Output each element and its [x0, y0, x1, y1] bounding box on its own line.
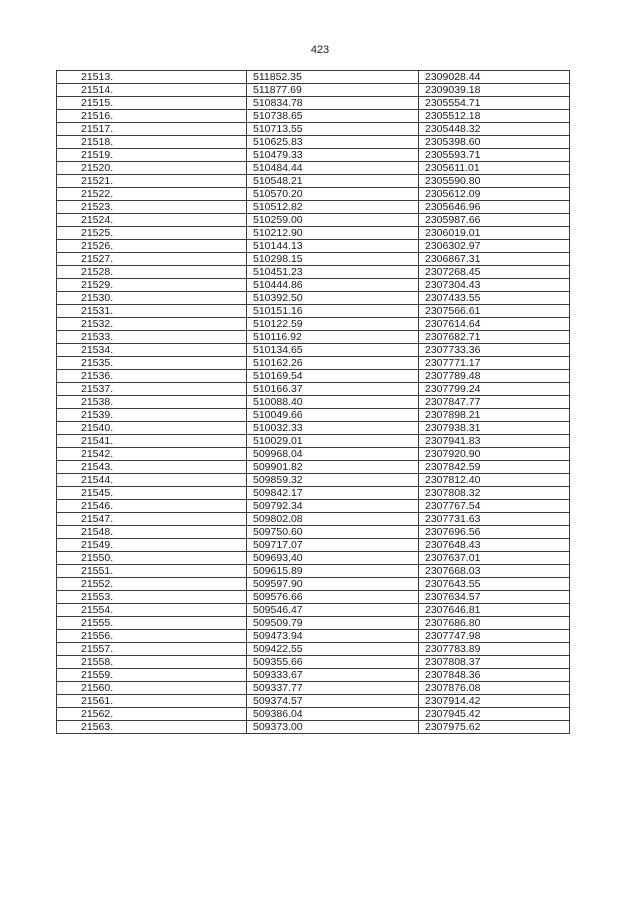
y-coordinate-cell: 2305590.80	[419, 175, 570, 188]
table-row	[57, 669, 570, 682]
point-number-cell: 21562.	[57, 708, 247, 721]
x-coordinate-cell: 509968.04	[247, 448, 419, 461]
x-coordinate-cell: 510451.23	[247, 266, 419, 279]
x-coordinate-cell: 510738.65	[247, 110, 419, 123]
point-number-cell: 21550.	[57, 552, 247, 565]
y-coordinate-cell: 2307848.36	[419, 669, 570, 682]
point-number-cell: 21552.	[57, 578, 247, 591]
x-coordinate-cell: 510259.00	[247, 214, 419, 227]
table-row	[57, 227, 570, 240]
point-number-cell: 21516.	[57, 110, 247, 123]
y-coordinate-cell: 2307648.43	[419, 539, 570, 552]
table-row	[57, 695, 570, 708]
x-coordinate-cell: 510032.33	[247, 422, 419, 435]
y-coordinate-cell: 2305987.66	[419, 214, 570, 227]
x-coordinate-cell: 509576.66	[247, 591, 419, 604]
x-coordinate-cell: 509792.34	[247, 500, 419, 513]
table-row	[57, 500, 570, 513]
x-coordinate-cell: 510029.01	[247, 435, 419, 448]
y-coordinate-cell: 2305448.32	[419, 123, 570, 136]
y-coordinate-cell: 2307668.03	[419, 565, 570, 578]
y-coordinate-cell: 2307433.55	[419, 292, 570, 305]
y-coordinate-cell: 2307799.24	[419, 383, 570, 396]
table-row	[57, 357, 570, 370]
point-number-cell: 21524.	[57, 214, 247, 227]
x-coordinate-cell: 511852.35	[247, 71, 419, 84]
y-coordinate-cell: 2305512.18	[419, 110, 570, 123]
point-number-cell: 21534.	[57, 344, 247, 357]
x-coordinate-cell: 509509.79	[247, 617, 419, 630]
point-number-cell: 21513.	[57, 71, 247, 84]
point-number-cell: 21527.	[57, 253, 247, 266]
point-number-cell: 21535.	[57, 357, 247, 370]
point-number-cell: 21520.	[57, 162, 247, 175]
y-coordinate-cell: 2307898.21	[419, 409, 570, 422]
table-row	[57, 578, 570, 591]
table-row	[57, 110, 570, 123]
y-coordinate-cell: 2307941.83	[419, 435, 570, 448]
point-number-cell: 21532.	[57, 318, 247, 331]
y-coordinate-cell: 2307682.71	[419, 331, 570, 344]
y-coordinate-cell: 2307686.80	[419, 617, 570, 630]
x-coordinate-cell: 510162.26	[247, 357, 419, 370]
x-coordinate-cell: 509717.07	[247, 539, 419, 552]
point-number-cell: 21553.	[57, 591, 247, 604]
x-coordinate-cell: 510484.44	[247, 162, 419, 175]
point-number-cell: 21537.	[57, 383, 247, 396]
x-coordinate-cell: 510444.86	[247, 279, 419, 292]
table-row	[57, 136, 570, 149]
table-row	[57, 591, 570, 604]
x-coordinate-cell: 509373.00	[247, 721, 419, 734]
point-number-cell: 21542.	[57, 448, 247, 461]
table-row	[57, 448, 570, 461]
point-number-cell: 21515.	[57, 97, 247, 110]
table-row	[57, 214, 570, 227]
point-number-cell: 21549.	[57, 539, 247, 552]
y-coordinate-cell: 2305612.09	[419, 188, 570, 201]
x-coordinate-cell: 509842.17	[247, 487, 419, 500]
point-number-cell: 21514.	[57, 84, 247, 97]
table-row	[57, 474, 570, 487]
table-row	[57, 656, 570, 669]
y-coordinate-cell: 2305554.71	[419, 97, 570, 110]
table-row	[57, 84, 570, 97]
table-row	[57, 71, 570, 84]
table-row	[57, 721, 570, 734]
y-coordinate-cell: 2307914.42	[419, 695, 570, 708]
x-coordinate-cell: 510122.59	[247, 318, 419, 331]
table-row	[57, 396, 570, 409]
table-row	[57, 708, 570, 721]
table-row	[57, 175, 570, 188]
x-coordinate-cell: 509615.89	[247, 565, 419, 578]
y-coordinate-cell: 2307975.62	[419, 721, 570, 734]
x-coordinate-cell: 510570.20	[247, 188, 419, 201]
point-number-cell: 21547.	[57, 513, 247, 526]
x-coordinate-cell: 509355.66	[247, 656, 419, 669]
table-row	[57, 565, 570, 578]
table-row	[57, 682, 570, 695]
table-row	[57, 630, 570, 643]
table-row	[57, 266, 570, 279]
table-row	[57, 370, 570, 383]
table-row	[57, 97, 570, 110]
x-coordinate-cell: 510212.90	[247, 227, 419, 240]
y-coordinate-cell: 2307945.42	[419, 708, 570, 721]
x-coordinate-cell: 510834.78	[247, 97, 419, 110]
table-row	[57, 305, 570, 318]
y-coordinate-cell: 2309028.44	[419, 71, 570, 84]
point-number-cell: 21544.	[57, 474, 247, 487]
point-number-cell: 21559.	[57, 669, 247, 682]
x-coordinate-cell: 509802.08	[247, 513, 419, 526]
y-coordinate-cell: 2305611.01	[419, 162, 570, 175]
point-number-cell: 21526.	[57, 240, 247, 253]
y-coordinate-cell: 2307789.48	[419, 370, 570, 383]
x-coordinate-cell: 510144.13	[247, 240, 419, 253]
y-coordinate-cell: 2307842.59	[419, 461, 570, 474]
x-coordinate-cell: 510088.40	[247, 396, 419, 409]
point-number-cell: 21536.	[57, 370, 247, 383]
y-coordinate-cell: 2307808.37	[419, 656, 570, 669]
point-number-cell: 21560.	[57, 682, 247, 695]
x-coordinate-cell: 511877.69	[247, 84, 419, 97]
x-coordinate-cell: 509337.77	[247, 682, 419, 695]
point-number-cell: 21563.	[57, 721, 247, 734]
table-row	[57, 201, 570, 214]
table-row	[57, 279, 570, 292]
y-coordinate-cell: 2306302.97	[419, 240, 570, 253]
table-row	[57, 318, 570, 331]
table-row	[57, 461, 570, 474]
x-coordinate-cell: 510479.33	[247, 149, 419, 162]
point-number-cell: 21521.	[57, 175, 247, 188]
table-row	[57, 123, 570, 136]
y-coordinate-cell: 2307920.90	[419, 448, 570, 461]
y-coordinate-cell: 2306867.31	[419, 253, 570, 266]
x-coordinate-cell: 509693.40	[247, 552, 419, 565]
table-row	[57, 435, 570, 448]
y-coordinate-cell: 2307637.01	[419, 552, 570, 565]
y-coordinate-cell: 2307731.63	[419, 513, 570, 526]
y-coordinate-cell: 2307812.40	[419, 474, 570, 487]
x-coordinate-cell: 510166.37	[247, 383, 419, 396]
table-row	[57, 162, 570, 175]
y-coordinate-cell: 2305593.71	[419, 149, 570, 162]
x-coordinate-cell: 509473.94	[247, 630, 419, 643]
x-coordinate-cell: 509901.82	[247, 461, 419, 474]
point-number-cell: 21539.	[57, 409, 247, 422]
table-row	[57, 383, 570, 396]
x-coordinate-cell: 510548.21	[247, 175, 419, 188]
point-number-cell: 21546.	[57, 500, 247, 513]
point-number-cell: 21529.	[57, 279, 247, 292]
table-row	[57, 552, 570, 565]
y-coordinate-cell: 2307304.43	[419, 279, 570, 292]
y-coordinate-cell: 2305398.60	[419, 136, 570, 149]
y-coordinate-cell: 2307847.77	[419, 396, 570, 409]
table-row	[57, 253, 570, 266]
point-number-cell: 21530.	[57, 292, 247, 305]
point-number-cell: 21557.	[57, 643, 247, 656]
x-coordinate-cell: 510713.55	[247, 123, 419, 136]
x-coordinate-cell: 509750.60	[247, 526, 419, 539]
point-number-cell: 21517.	[57, 123, 247, 136]
x-coordinate-cell: 510298.15	[247, 253, 419, 266]
y-coordinate-cell: 2305646.96	[419, 201, 570, 214]
y-coordinate-cell: 2307646.81	[419, 604, 570, 617]
x-coordinate-cell: 509422.55	[247, 643, 419, 656]
point-number-cell: 21519.	[57, 149, 247, 162]
point-number-cell: 21538.	[57, 396, 247, 409]
table-row	[57, 526, 570, 539]
y-coordinate-cell: 2306019.01	[419, 227, 570, 240]
point-number-cell: 21555.	[57, 617, 247, 630]
point-number-cell: 21531.	[57, 305, 247, 318]
y-coordinate-cell: 2307614.64	[419, 318, 570, 331]
table-row	[57, 513, 570, 526]
point-number-cell: 21518.	[57, 136, 247, 149]
point-number-cell: 21543.	[57, 461, 247, 474]
table-row	[57, 539, 570, 552]
x-coordinate-cell: 510512.82	[247, 201, 419, 214]
table-row	[57, 344, 570, 357]
point-number-cell: 21540.	[57, 422, 247, 435]
x-coordinate-cell: 509546.47	[247, 604, 419, 617]
y-coordinate-cell: 2307747.98	[419, 630, 570, 643]
table-row	[57, 604, 570, 617]
point-number-cell: 21558.	[57, 656, 247, 669]
table-row	[57, 240, 570, 253]
x-coordinate-cell: 509374.57	[247, 695, 419, 708]
y-coordinate-cell: 2307938.31	[419, 422, 570, 435]
y-coordinate-cell: 2307767.54	[419, 500, 570, 513]
point-number-cell: 21556.	[57, 630, 247, 643]
table-row	[57, 409, 570, 422]
x-coordinate-cell: 509386.04	[247, 708, 419, 721]
table-row	[57, 643, 570, 656]
y-coordinate-cell: 2307634.57	[419, 591, 570, 604]
x-coordinate-cell: 510116.92	[247, 331, 419, 344]
table-row	[57, 487, 570, 500]
x-coordinate-cell: 509859.32	[247, 474, 419, 487]
y-coordinate-cell: 2307696.56	[419, 526, 570, 539]
point-number-cell: 21525.	[57, 227, 247, 240]
point-number-cell: 21545.	[57, 487, 247, 500]
coordinates-table-body	[57, 71, 570, 734]
y-coordinate-cell: 2307783.89	[419, 643, 570, 656]
x-coordinate-cell: 510169.54	[247, 370, 419, 383]
x-coordinate-cell: 510049.66	[247, 409, 419, 422]
point-number-cell: 21554.	[57, 604, 247, 617]
y-coordinate-cell: 2307268.45	[419, 266, 570, 279]
table-row	[57, 422, 570, 435]
x-coordinate-cell: 510625.83	[247, 136, 419, 149]
y-coordinate-cell: 2307808.32	[419, 487, 570, 500]
x-coordinate-cell: 510151.16	[247, 305, 419, 318]
y-coordinate-cell: 2307771.17	[419, 357, 570, 370]
y-coordinate-cell: 2307566.61	[419, 305, 570, 318]
y-coordinate-cell: 2309039.18	[419, 84, 570, 97]
x-coordinate-cell: 510134.65	[247, 344, 419, 357]
y-coordinate-cell: 2307733.36	[419, 344, 570, 357]
coordinates-table	[56, 70, 570, 734]
point-number-cell: 21541.	[57, 435, 247, 448]
x-coordinate-cell: 509597.90	[247, 578, 419, 591]
table-row	[57, 188, 570, 201]
point-number-cell: 21528.	[57, 266, 247, 279]
point-number-cell: 21551.	[57, 565, 247, 578]
table-row	[57, 292, 570, 305]
point-number-cell: 21523.	[57, 201, 247, 214]
table-row	[57, 617, 570, 630]
point-number-cell: 21533.	[57, 331, 247, 344]
page-number: 423	[310, 44, 330, 56]
point-number-cell: 21561.	[57, 695, 247, 708]
y-coordinate-cell: 2307643.55	[419, 578, 570, 591]
y-coordinate-cell: 2307876.08	[419, 682, 570, 695]
x-coordinate-cell: 510392.50	[247, 292, 419, 305]
point-number-cell: 21522.	[57, 188, 247, 201]
table-row	[57, 331, 570, 344]
x-coordinate-cell: 509333.67	[247, 669, 419, 682]
table-row	[57, 149, 570, 162]
point-number-cell: 21548.	[57, 526, 247, 539]
